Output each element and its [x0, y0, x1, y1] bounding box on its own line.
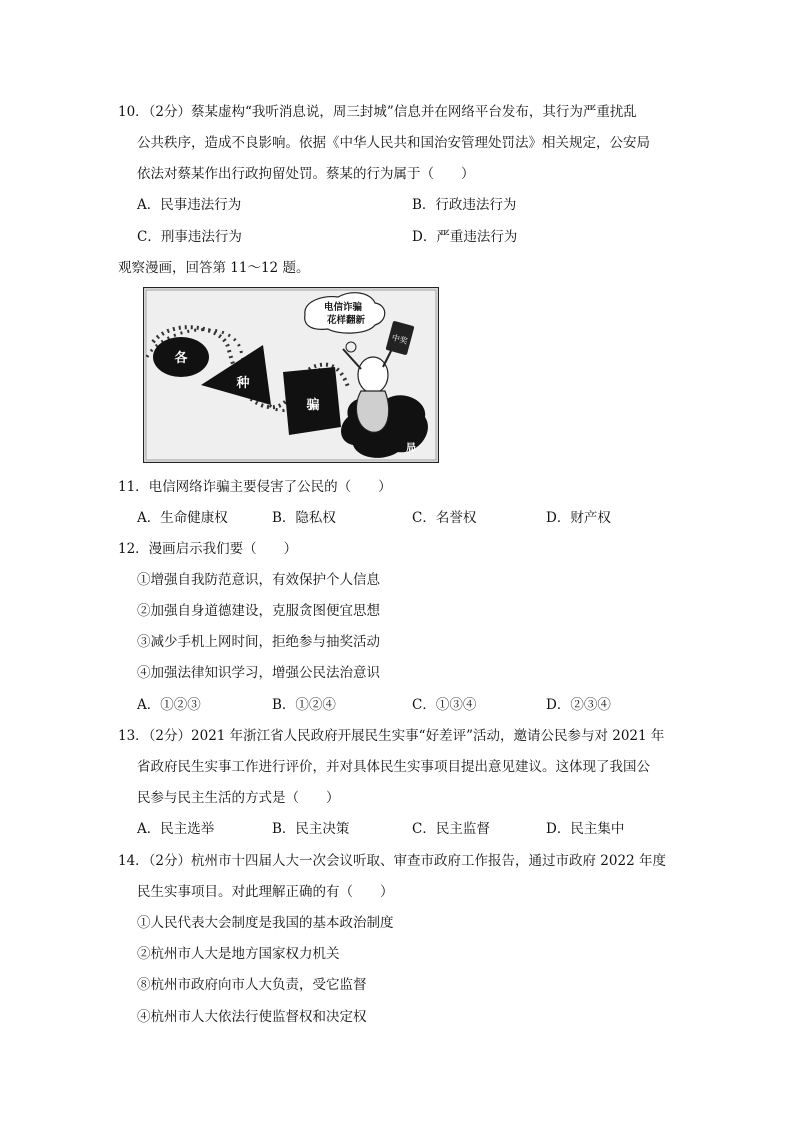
q10-options-row2 — [137, 228, 677, 246]
q12-option-a[interactable]: A．①②③ — [137, 697, 201, 713]
q10-option-a[interactable]: A．民事违法行为 — [137, 197, 242, 213]
q10-stem-line1: 10．（2分）蔡某虚构“我听消息说，周三封城”信息并在网络平台发布，其行为严重扰乱 — [118, 104, 637, 120]
q13-option-a[interactable]: A．民主选举 — [137, 821, 215, 837]
q12-options — [137, 696, 677, 714]
bubble-line1: 电信诈骗 — [323, 302, 363, 313]
q12-stem: 12．漫画启示我们要（ ） — [118, 541, 298, 557]
q12-item-2: ②加强自身道德建设，克服贪图便宜思想 — [137, 603, 380, 619]
cartoon-intro: 观察漫画，回答第 11～12 题。 — [118, 260, 310, 276]
q12-option-c[interactable]: C．①③④ — [412, 697, 477, 713]
hole-text: 局 — [406, 443, 416, 454]
q10-stem-line3: 依法对蔡某作出行政拘留处罚。蔡某的行为属于（ ） — [137, 166, 475, 182]
phone-text: 中奖 — [390, 333, 409, 346]
person-head — [358, 357, 388, 393]
q11-option-a[interactable]: A．生命健康权 — [137, 510, 228, 526]
q10-stem-line2: 公共秩序，造成不良影响。依据《中华人民共和国治安管理处罚法》相关规定，公安局 — [137, 135, 650, 151]
q10-option-d[interactable]: D．严重违法行为 — [412, 229, 518, 245]
tile-1-text: 各 — [174, 351, 188, 366]
q10-option-b[interactable]: B．行政违法行为 — [412, 197, 517, 213]
q13-option-c[interactable]: C．民主监督 — [412, 821, 490, 837]
q10-option-c[interactable]: C．刑事违法行为 — [137, 229, 242, 245]
q14-item-4: ④杭州市人大依法行使监督权和决定权 — [137, 1009, 367, 1025]
tile-3-text: 骗 — [306, 398, 320, 413]
q12-item-1: ①增强自我防范意识，有效保护个人信息 — [137, 572, 380, 588]
q11-option-b[interactable]: B．隐私权 — [272, 510, 336, 526]
q14-item-2: ②杭州市人大是地方国家权力机关 — [137, 946, 340, 962]
q14-item-3: ⑧杭州市政府向市人大负责，受它监督 — [137, 977, 367, 993]
q13-stem-line2: 省政府民生实事工作进行评价，并对具体民生实事项目提出意见建议。这体现了我国公 — [137, 759, 650, 775]
q12-item-3: ③减少手机上网时间，拒绝参与抽奖活动 — [137, 634, 380, 650]
q10-options-row1 — [137, 196, 677, 214]
q11-option-d[interactable]: D．财产权 — [546, 510, 611, 526]
q11-options — [137, 509, 677, 527]
q13-stem-line3: 民参与民主生活的方式是（ ） — [137, 790, 340, 806]
q13-option-d[interactable]: D．民主集中 — [546, 821, 625, 837]
q13-option-b[interactable]: B．民主决策 — [272, 821, 350, 837]
q12-option-d[interactable]: D．②③④ — [546, 697, 611, 713]
tile-2-text: 种 — [236, 376, 250, 391]
cartoon-image — [143, 287, 439, 463]
q14-stem-line1: 14．（2分）杭州市十四届人大一次会议听取、审查市政府工作报告，通过市政府 2022 年度 — [118, 853, 666, 869]
q11-option-c[interactable]: C．名誉权 — [412, 510, 477, 526]
q11-stem: 11．电信网络诈骗主要侵害了公民的（ ） — [118, 479, 392, 495]
q14-stem-line2: 民生实事项目。对此理解正确的有（ ） — [137, 884, 394, 900]
q13-options — [137, 820, 677, 838]
q12-item-4: ④加强法律知识学习，增强公民法治意识 — [137, 665, 380, 681]
bubble-line2: 花样翻新 — [326, 315, 366, 326]
q14-item-1: ①人民代表大会制度是我国的基本政治制度 — [137, 915, 394, 931]
q12-option-b[interactable]: B．①②④ — [272, 697, 336, 713]
person-body — [356, 391, 388, 432]
q13-stem-line1: 13．（2分）2021 年浙江省人民政府开展民生实事“好差评”活动，邀请公民参与对 2021 年 — [118, 728, 665, 744]
